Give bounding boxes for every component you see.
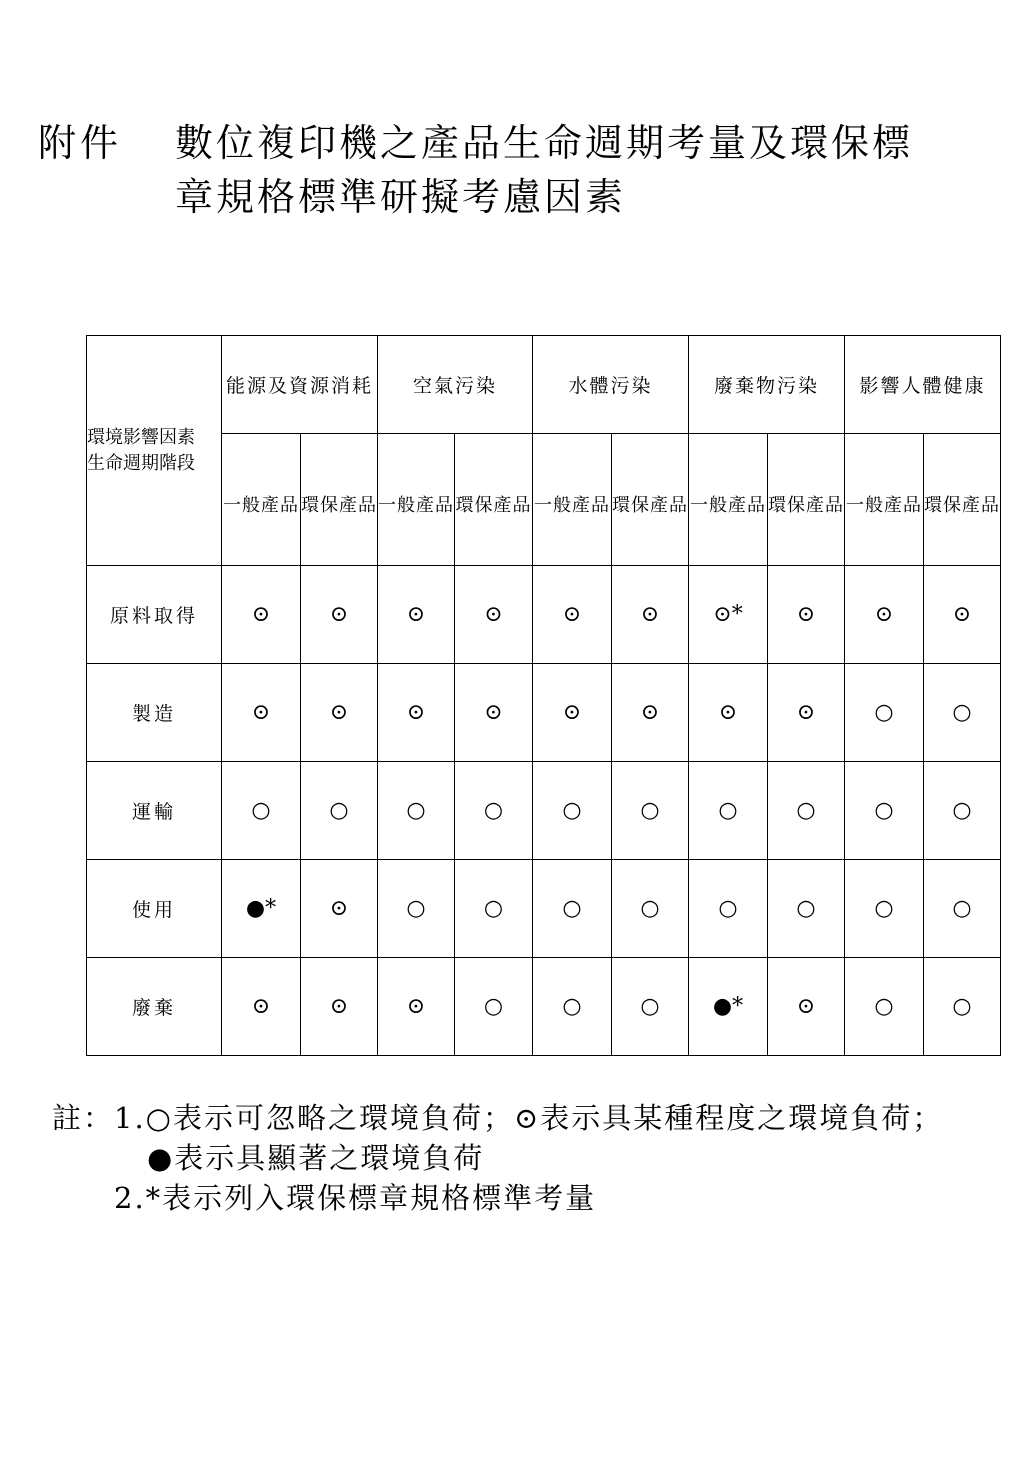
note-line-3: 2.*表示列入環保標章規格標準考量: [114, 1181, 597, 1215]
impact-level-cell: ⊙: [689, 664, 768, 762]
subheader-eco-product: 環保產品: [768, 434, 845, 566]
impact-level-cell: ○: [378, 860, 455, 958]
document-title-line-1: 數位複印機之產品生命週期考量及環保標: [175, 121, 914, 165]
table-row: [87, 664, 1001, 762]
table-corner-header: [87, 336, 222, 566]
impact-level-cell: ○: [533, 958, 612, 1056]
impact-level-cell: ○: [845, 860, 924, 958]
subheader-eco-product: 環保產品: [455, 434, 533, 566]
subheader-general-product: 一般產品: [533, 434, 612, 566]
group-header-air: 空氣污染: [378, 336, 533, 434]
impact-level-cell: ○: [455, 762, 533, 860]
document-title-line-2: 章規格標準研擬考慮因素: [175, 175, 627, 219]
table-row: [87, 860, 1001, 958]
impact-level-cell: ○: [689, 762, 768, 860]
subheader-eco-product: 環保產品: [924, 434, 1001, 566]
group-header-waste: 廢棄物污染: [689, 336, 845, 434]
impact-level-cell: ⊙: [301, 566, 378, 664]
impact-level-cell: ⊙: [455, 664, 533, 762]
impact-level-cell: ⊙: [378, 664, 455, 762]
impact-level-cell: ○: [533, 860, 612, 958]
table-row: [87, 566, 1001, 664]
note-line-1: 註：1.○表示可忽略之環境負荷；⊙表示具某種程度之環境負荷；: [52, 1101, 944, 1135]
impact-level-cell: ○: [612, 958, 689, 1056]
impact-level-cell: ⊙: [378, 958, 455, 1056]
impact-level-cell: ○: [455, 958, 533, 1056]
impact-level-cell: ●*: [689, 958, 768, 1056]
impact-level-cell: ⊙: [845, 566, 924, 664]
impact-level-cell: ⊙: [222, 566, 301, 664]
impact-level-cell: ⊙: [768, 566, 845, 664]
subheader-eco-product: 環保產品: [301, 434, 378, 566]
subheader-eco-product: 環保產品: [612, 434, 689, 566]
impact-level-cell: ○: [455, 860, 533, 958]
note-line-2: ●表示具顯著之環境負荷: [147, 1141, 485, 1175]
lifecycle-stage-cell: 製造: [87, 664, 222, 762]
impact-level-cell: ○: [768, 860, 845, 958]
group-header-health: 影響人體健康: [845, 336, 1001, 434]
impact-level-cell: ○: [378, 762, 455, 860]
corner-lifecycle-stage-label: 生命週期階段: [87, 452, 195, 474]
impact-level-cell: ○: [689, 860, 768, 958]
subheader-general-product: 一般產品: [845, 434, 924, 566]
impact-level-cell: ○: [222, 762, 301, 860]
lifecycle-stage-cell: 原料取得: [87, 566, 222, 664]
impact-level-cell: ⊙: [924, 566, 1001, 664]
impact-level-cell: ⊙*: [689, 566, 768, 664]
impact-level-cell: ⊙: [455, 566, 533, 664]
impact-level-cell: ○: [845, 958, 924, 1056]
lifecycle-stage-cell: 廢棄: [87, 958, 222, 1056]
impact-level-cell: ○: [768, 762, 845, 860]
group-header-water: 水體污染: [533, 336, 689, 434]
impact-level-cell: ○: [924, 664, 1001, 762]
impact-level-cell: ⊙: [612, 664, 689, 762]
lifecycle-stage-cell: 運輸: [87, 762, 222, 860]
impact-level-cell: ●*: [222, 860, 301, 958]
group-header-energy: 能源及資源消耗: [222, 336, 378, 434]
impact-level-cell: ⊙: [301, 860, 378, 958]
notes-section: [52, 1098, 943, 1218]
impact-level-cell: ⊙: [533, 566, 612, 664]
subheader-general-product: 一般產品: [222, 434, 301, 566]
impact-level-cell: ○: [612, 860, 689, 958]
subheader-general-product: 一般產品: [689, 434, 768, 566]
impact-level-cell: ○: [845, 664, 924, 762]
lifecycle-impact-table: [86, 335, 1001, 1056]
impact-level-cell: ○: [845, 762, 924, 860]
impact-level-cell: ○: [533, 762, 612, 860]
lifecycle-stage-cell: 使用: [87, 860, 222, 958]
impact-level-cell: ⊙: [301, 958, 378, 1056]
impact-level-cell: ○: [612, 762, 689, 860]
impact-level-cell: ⊙: [768, 958, 845, 1056]
impact-level-cell: ⊙: [222, 664, 301, 762]
impact-level-cell: ⊙: [533, 664, 612, 762]
table-row: [87, 762, 1001, 860]
corner-impact-factor-label: 環境影響因素: [87, 426, 195, 448]
impact-level-cell: ⊙: [612, 566, 689, 664]
impact-level-cell: ⊙: [378, 566, 455, 664]
table-row: [87, 958, 1001, 1056]
impact-level-cell: ○: [301, 762, 378, 860]
impact-level-cell: ○: [924, 762, 1001, 860]
impact-level-cell: ○: [924, 958, 1001, 1056]
subheader-general-product: 一般產品: [378, 434, 455, 566]
impact-level-cell: ⊙: [222, 958, 301, 1056]
document-label: 附件: [38, 121, 123, 165]
impact-level-cell: ⊙: [768, 664, 845, 762]
impact-level-cell: ⊙: [301, 664, 378, 762]
impact-level-cell: ○: [924, 860, 1001, 958]
